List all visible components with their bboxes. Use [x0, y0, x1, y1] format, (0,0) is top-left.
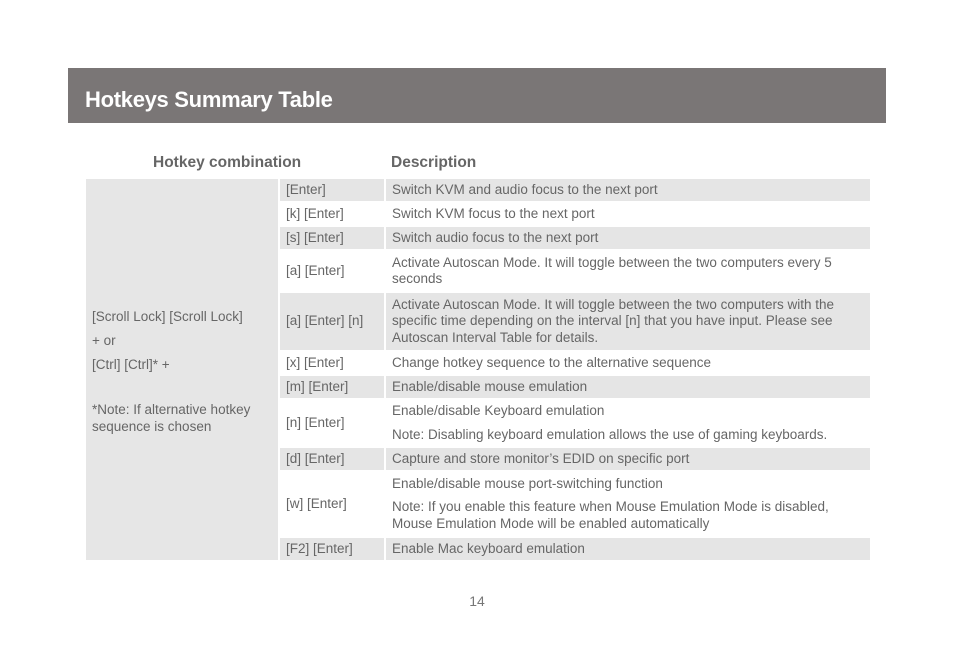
column-header-description: Description	[391, 154, 477, 171]
description-cell: Enable Mac keyboard emulation	[385, 537, 871, 561]
hotkey-cell: [k] [Enter]	[279, 202, 385, 226]
combination-line: [Ctrl] [Ctrl]* +	[92, 356, 170, 372]
hotkey-cell: [w] [Enter]	[279, 471, 385, 537]
combination-line: [Scroll Lock] [Scroll Lock]	[92, 308, 243, 324]
combination-note: *Note: If alternative hotkey sequence is chosen	[92, 401, 251, 434]
page-title: Hotkeys Summary Table	[85, 87, 333, 112]
description-cell: Change hotkey sequence to the alternative sequence	[385, 351, 871, 375]
hotkeys-table	[84, 177, 872, 562]
combination-cell	[85, 178, 279, 561]
combination-line: + or	[92, 332, 116, 348]
hotkey-cell: [a] [Enter]	[279, 250, 385, 292]
description-cell: Capture and store monitor’s EDID on specific port	[385, 447, 871, 471]
description-cell: Switch audio focus to the next port	[385, 226, 871, 250]
page-number: 14	[469, 593, 485, 609]
description-note: Note: If you enable this feature when Mouse Emulation Mode is disabled, Mouse Emulation Mode will be enabled automatically	[392, 499, 829, 531]
table-row	[85, 178, 871, 202]
description-cell: Activate Autoscan Mode. It will toggle between the two computers every 5 seconds	[385, 250, 871, 292]
hotkey-cell: [d] [Enter]	[279, 447, 385, 471]
description-cell: Enable/disable mouse emulation	[385, 375, 871, 399]
description-text: Enable/disable mouse port-switching function	[392, 475, 663, 491]
description-cell: Switch KVM focus to the next port	[385, 202, 871, 226]
hotkey-cell: [n] [Enter]	[279, 399, 385, 447]
hotkey-cell: [a] [Enter] [n]	[279, 292, 385, 351]
description-text: Enable/disable Keyboard emulation	[392, 403, 605, 418]
description-note: Note: Disabling keyboard emulation allows the use of gaming keyboards.	[392, 426, 828, 442]
description-cell: Activate Autoscan Mode. It will toggle between the two computers with the specific time depending on the interval [n] that you have input. Please see Autoscan Interval Table for details.	[385, 292, 871, 351]
hotkey-cell: [m] [Enter]	[279, 375, 385, 399]
hotkey-cell: [Enter]	[279, 178, 385, 202]
hotkey-cell: [F2] [Enter]	[279, 537, 385, 561]
description-cell	[385, 471, 871, 537]
description-cell: Switch KVM and audio focus to the next port	[385, 178, 871, 202]
description-cell	[385, 399, 871, 447]
header-bar	[68, 68, 886, 123]
column-header-combination: Hotkey combination	[153, 154, 302, 171]
hotkey-cell: [x] [Enter]	[279, 351, 385, 375]
hotkey-cell: [s] [Enter]	[279, 226, 385, 250]
